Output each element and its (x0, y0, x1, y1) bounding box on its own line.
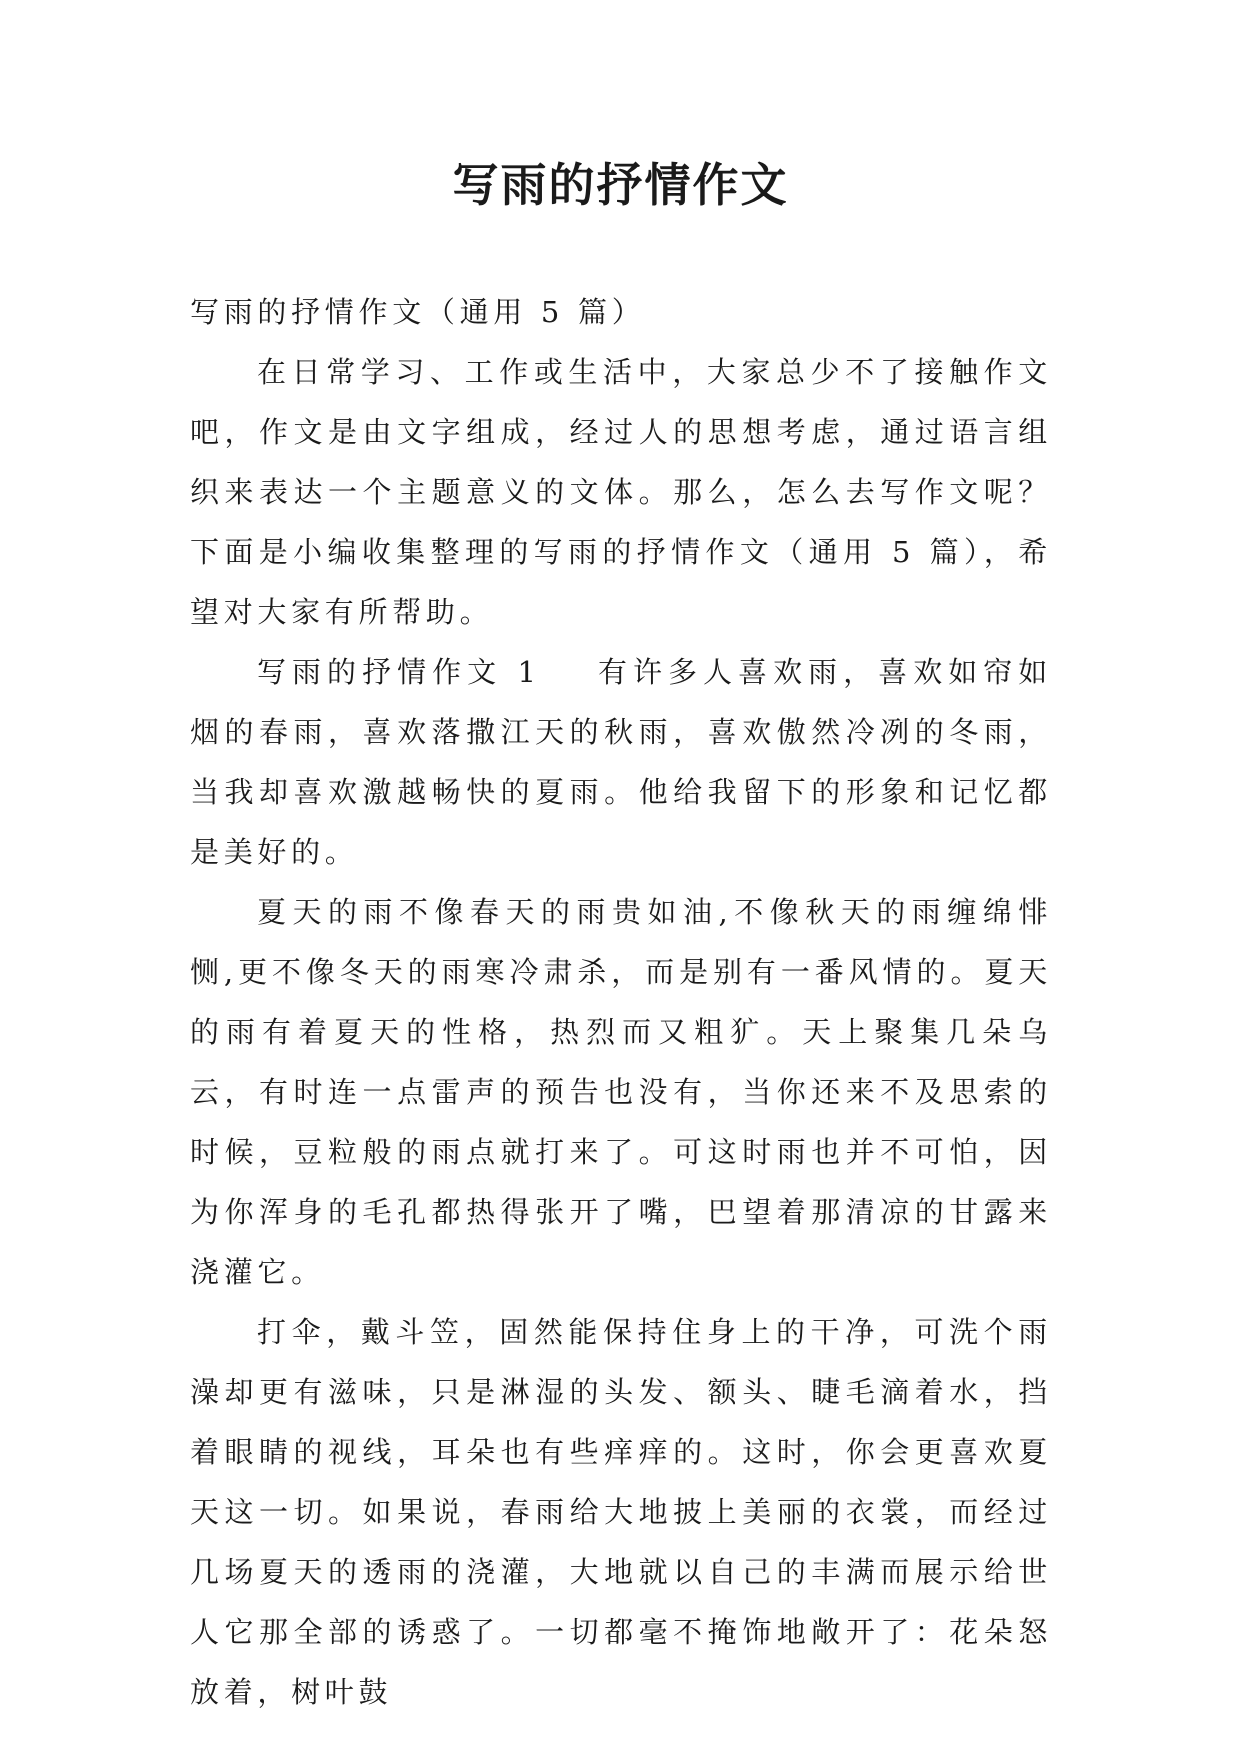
section-1-heading: 写雨的抒情作文 1 (257, 655, 541, 689)
document-title: 写雨的抒情作文 (452, 158, 789, 212)
document-body (190, 282, 1052, 1722)
body-paragraph-1: 夏天的雨不像春天的雨贵如油,不像秋天的雨缠绵悱恻,更不像冬天的雨寒冷肃杀，而是别有一番风情的。夏天的雨有着夏天的性格，热烈而又粗犷。天上聚集几朵乌云，有时连一点雷声的预告也没有，当你还来不及思索的时候，豆粒般的雨点就打来了。可这时雨也并不可怕，因为你浑身的毛孔都热得张开了嘴，巴望着那清凉的甘露来浇灌它。 (190, 895, 1052, 1289)
intro-paragraph: 在日常学习、工作或生活中，大家总少不了接触作文吧，作文是由文字组成，经过人的思想考虑，通过语言组织来表达一个主题意义的文体。那么，怎么去写作文呢？下面是小编收集整理的写雨的抒情作文（通用 5 篇），希望对大家有所帮助。 (190, 355, 1052, 629)
section-1-paragraph (190, 642, 1052, 882)
document-subtitle: 写雨的抒情作文（通用 5 篇） (190, 295, 646, 329)
body-paragraph-2: 打伞，戴斗笠，固然能保持住身上的干净，可洗个雨澡却更有滋味，只是淋湿的头发、额头、睫毛滴着水，挡着眼睛的视线，耳朵也有些痒痒的。这时，你会更喜欢夏天这一切。如果说，春雨给大地披上美丽的衣裳，而经过几场夏天的透雨的浇灌，大地就以自己的丰满而展示给世人它那全部的诱惑了。一切都毫不掩饰地敞开了：花朵怒放着，树叶鼓 (190, 1315, 1052, 1709)
section-1-text: 有许多人喜欢雨，喜欢如帘如烟的春雨，喜欢落撒江天的秋雨，喜欢傲然冷冽的冬雨，当我却喜欢激越畅快的夏雨。他给我留下的形象和记忆都是美好的。 (190, 655, 1052, 869)
